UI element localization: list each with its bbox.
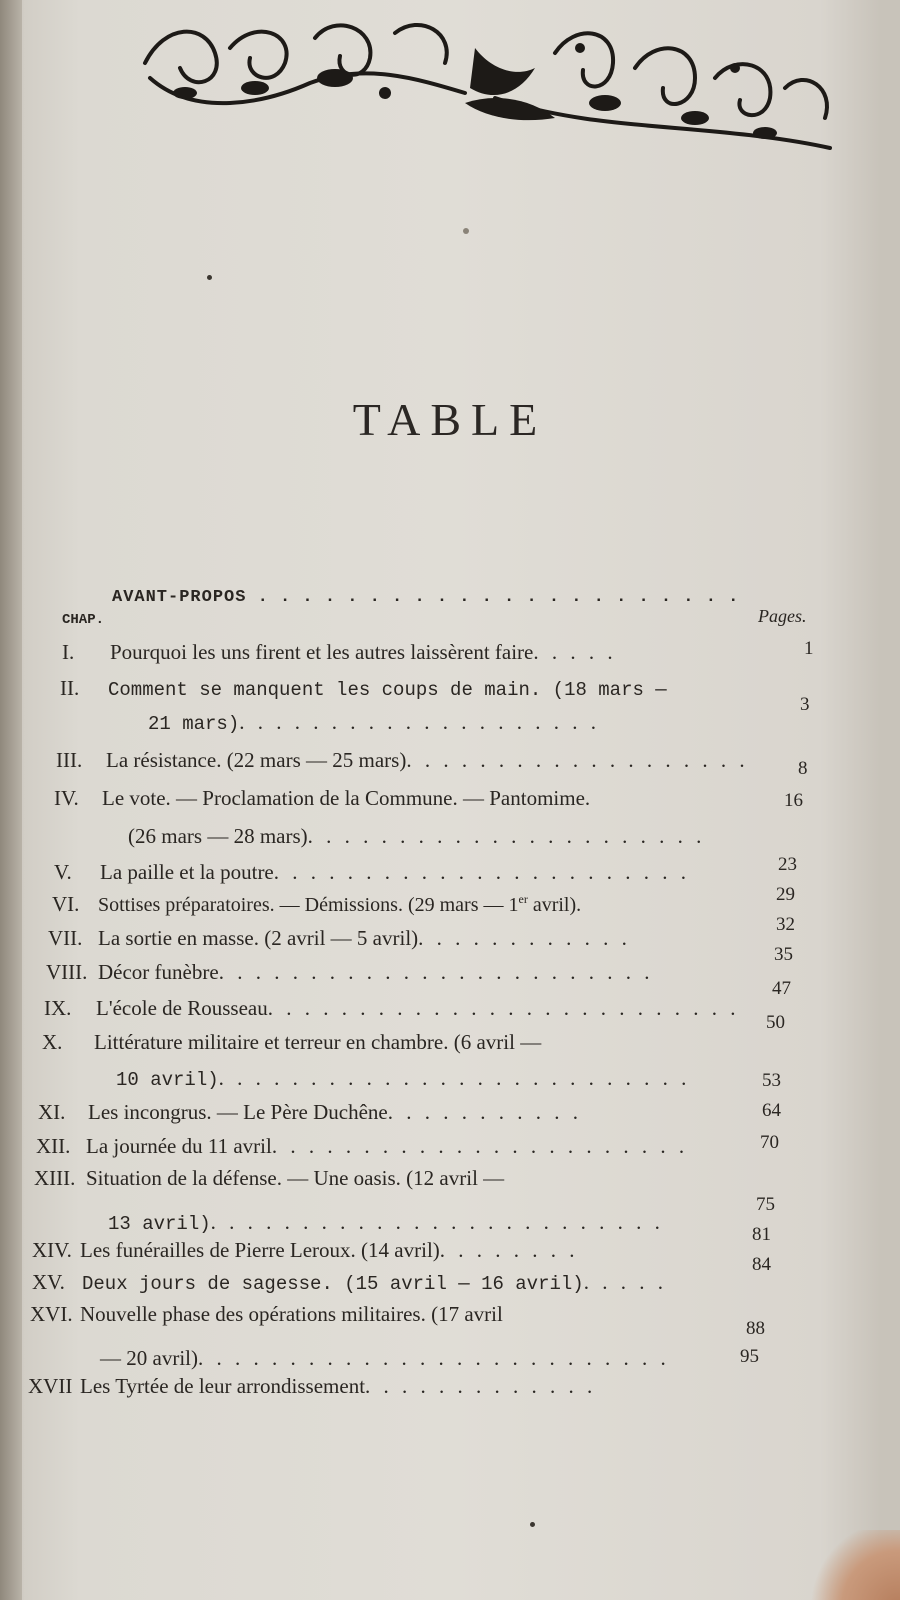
toc-entry	[54, 786, 591, 811]
chapter-title-continued: 13 avril)	[108, 1213, 211, 1235]
chapter-number: XI.	[38, 1100, 66, 1124]
pages-label: Pages.	[758, 606, 807, 626]
chapter-title-tail: avril).	[527, 894, 582, 916]
chapter-number: XV.	[32, 1270, 65, 1294]
page-number: 95	[740, 1346, 759, 1367]
page-number: 70	[760, 1132, 779, 1153]
chapter-title: La sortie en masse. (2 avril — 5 avril)	[98, 926, 419, 950]
chapter-number: IX.	[44, 996, 72, 1020]
toc-entry	[52, 892, 582, 917]
page-number: 3	[800, 694, 810, 715]
chapter-number: XVII	[28, 1374, 73, 1398]
toc-entry	[42, 1030, 542, 1055]
page-number: 75	[756, 1194, 775, 1215]
chapter-number: IV.	[54, 786, 79, 810]
page-number: 32	[776, 914, 795, 935]
page-number: 53	[762, 1070, 781, 1091]
chapter-number: V.	[54, 860, 72, 884]
toc-entry-continuation: 21 mars). . . . . . . . . . . . . . . . . . . .	[148, 710, 600, 735]
toc-entry: VIII. Décor funèbre. . . . . . . . . . . . . . . . . . . . . . . .	[46, 960, 654, 984]
chapter-title: Sottises préparatoires. — Démissions. (29 mars — 1	[98, 894, 519, 916]
page-number: 81	[752, 1224, 771, 1245]
toc-entry-continuation: 13 avril). . . . . . . . . . . . . . . . . . . . . . . . .	[108, 1210, 664, 1235]
page-number: 1	[804, 638, 814, 659]
chapter-title: La paille et la poutre	[100, 860, 274, 884]
chapter-title: Pourquoi les uns firent et les autres laissèrent faire	[110, 640, 534, 664]
chapter-title: Situation de la défense. — Une oasis. (12 avril —	[86, 1166, 505, 1190]
toc-entry: XVII Les Tyrtée de leur arrondissement. . . . . . . . . . . . .	[28, 1374, 597, 1398]
toc-entry: V. La paille et la poutre. . . . . . . . . . . . . . . . . . . . . . .	[54, 860, 691, 884]
page-title: TABLE	[352, 394, 548, 445]
toc-entry: XIV. Les funérailles de Pierre Leroux. (14 avril). . . . . . . .	[32, 1238, 579, 1262]
chapter-title: Décor funèbre	[98, 960, 219, 984]
chapter-title: Le vote. — Proclamation de la Commune. — Pantomime.	[102, 786, 591, 810]
avant-propos-label: AVANT-PROPOS	[112, 588, 247, 607]
chapter-title-continued: — 20 avril)	[100, 1346, 198, 1370]
page-number: 16	[784, 790, 803, 811]
toc-entry	[34, 1166, 505, 1191]
page-number: 35	[774, 944, 793, 965]
superscript-er: er	[518, 892, 528, 906]
toc-entry: III. La résistance. (22 mars — 25 mars). . . . . . . . . . . . . . . . . . .	[56, 748, 749, 772]
chapter-title: Les funérailles de Pierre Leroux. (14 avril)	[80, 1238, 440, 1262]
chapter-title-continued: 21 mars)	[148, 713, 240, 735]
chapter-title: Littérature militaire et terreur en chambre. (6 avril —	[94, 1030, 542, 1054]
chapter-title: L'école de Rousseau	[96, 996, 268, 1020]
chapter-number: XIV.	[32, 1238, 72, 1262]
chapter-number: XIII.	[34, 1166, 76, 1190]
chapter-number: XII.	[36, 1134, 71, 1158]
page-number: 64	[762, 1100, 781, 1121]
chapter-title-continued: 10 avril)	[116, 1069, 219, 1091]
toc-entry: VII. La sortie en masse. (2 avril — 5 avril). . . . . . . . . . . .	[48, 926, 631, 950]
page-number: 47	[772, 978, 791, 999]
chap-label: CHAP.	[62, 612, 105, 628]
chapter-number: VI.	[52, 892, 80, 916]
page-number: 23	[778, 854, 797, 875]
toc-entry-continuation: (26 mars — 28 mars). . . . . . . . . . . . . . . . . . . . . .	[128, 824, 706, 848]
chapter-number: VII.	[48, 926, 83, 950]
toc-entry: I. Pourquoi les uns firent et les autres laissèrent faire. . . . .	[62, 640, 617, 664]
toc-entry-continuation: 10 avril). . . . . . . . . . . . . . . . . . . . . . . . . .	[116, 1066, 691, 1091]
toc-entry	[60, 676, 667, 701]
chapter-number: X.	[42, 1030, 63, 1054]
chapter-title: Nouvelle phase des opérations militaires. (17 avril	[80, 1302, 503, 1326]
chapter-title: La résistance. (22 mars — 25 mars)	[106, 748, 407, 772]
page-number: 29	[776, 884, 795, 905]
chapter-number: III.	[56, 748, 83, 772]
toc-entry: XV. Deux jours de sagesse. (15 avril — 16 avril). . . . .	[32, 1270, 667, 1295]
chapter-title: Deux jours de sagesse. (15 avril — 16 avril)	[82, 1273, 584, 1295]
toc-entry: XII. La journée du 11 avril. . . . . . . . . . . . . . . . . . . . . . .	[36, 1134, 689, 1158]
toc-entry-continuation: — 20 avril). . . . . . . . . . . . . . . . . . . . . . . . . .	[100, 1346, 670, 1370]
page-number: 50	[766, 1012, 785, 1033]
chapter-number: VIII.	[46, 960, 88, 984]
chapter-number: II.	[60, 676, 80, 700]
toc-entry	[30, 1302, 503, 1327]
chapter-title: Les Tyrtée de leur arrondissement	[80, 1374, 366, 1398]
chapter-title: Les incongrus. — Le Père Duchêne	[88, 1100, 388, 1124]
chapter-number: I.	[62, 640, 75, 664]
page-number: 84	[752, 1254, 771, 1275]
toc-entry: IX. L'école de Rousseau. . . . . . . . . . . . . . . . . . . . . . . . . .	[44, 996, 740, 1020]
chapter-title-continued: (26 mars — 28 mars)	[128, 824, 308, 848]
chapter-number: XVI.	[30, 1302, 73, 1326]
chapter-title: Comment se manquent les coups de main. (18 mars —	[108, 679, 667, 701]
page-number: 88	[746, 1318, 765, 1339]
chapter-title: La journée du 11 avril	[86, 1134, 272, 1158]
toc-entry: XI. Les incongrus. — Le Père Duchêne. . . . . . . . . . .	[38, 1100, 582, 1124]
page-number: 8	[798, 758, 808, 779]
avant-propos-line: AVANT-PROPOS . . . . . . . . . . . . . . . . . . . . . .	[112, 588, 740, 607]
